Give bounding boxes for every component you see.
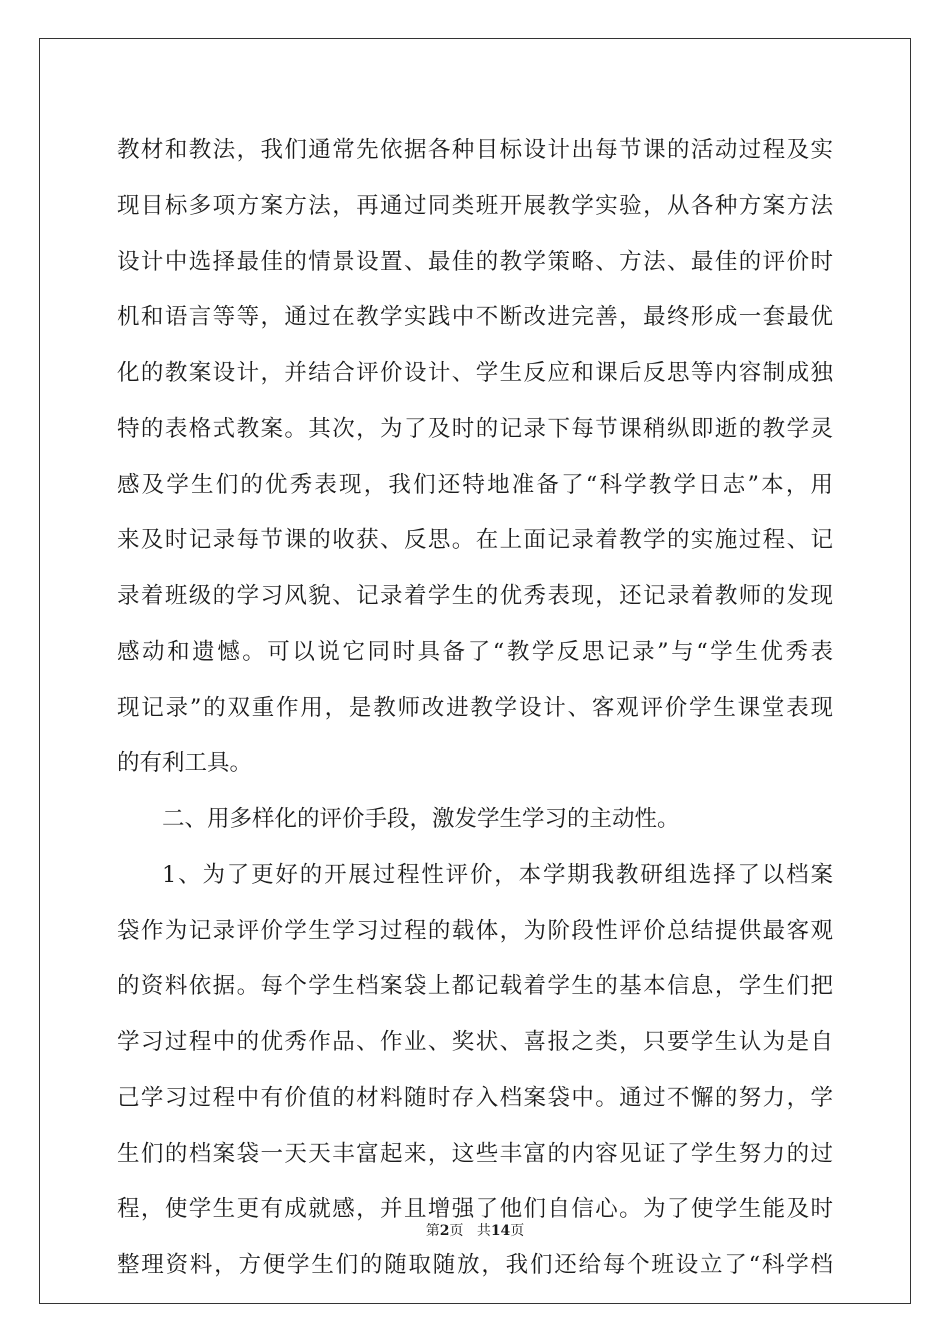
page-footer bbox=[0, 1220, 950, 1240]
text-line: 机和语言等等，通过在教学实践中不断改进完善，最终形成一套最优 bbox=[117, 304, 833, 331]
footer-total-suffix: 页 bbox=[510, 1223, 525, 1239]
footer-total-prefix: 共 bbox=[476, 1223, 491, 1239]
footer-page-number: 2 bbox=[439, 1223, 450, 1239]
text-line: 感及学生们的优秀表现，我们还特地准备了“科学教学日志”本，用 bbox=[117, 471, 833, 498]
text-line: 录着班级的学习风貌、记录着学生的优秀表现，还记录着教师的发现 bbox=[117, 583, 833, 609]
text-line: 袋作为记录评价学生学习过程的载体，为阶段性评价总结提供最客观 bbox=[117, 917, 833, 944]
text-line: 教材和教法，我们通常先依据各种目标设计出每节课的活动过程及实 bbox=[117, 137, 833, 163]
text-line: 化的教案设计，并结合评价设计、学生反应和课后反思等内容制成独 bbox=[117, 360, 833, 386]
text-line: 现目标多项方案方法，再通过同类班开展教学实验，从各种方案方法 bbox=[117, 192, 833, 219]
text-line: 设计中选择最佳的情景设置、最佳的教学策略、方法、最佳的评价时 bbox=[117, 248, 833, 275]
document-body bbox=[117, 123, 833, 1294]
text-line: 二、用多样化的评价手段，激发学生学习的主动性。 bbox=[162, 806, 680, 832]
paragraph bbox=[117, 123, 833, 792]
text-line: 生们的档案袋一天天丰富起来，这些丰富的内容见证了学生努力的过 bbox=[117, 1140, 833, 1167]
text-line: 学习过程中的优秀作品、作业、奖状、喜报之类，只要学生认为是自 bbox=[117, 1029, 833, 1055]
text-line: 感动和遗憾。可以说它同时具备了“教学反思记录”与“学生优秀表 bbox=[117, 638, 833, 665]
text-line: 整理资料，方便学生们的随取随放，我们还给每个班设立了“科学档 bbox=[117, 1252, 833, 1278]
text-line: 的有利工具。 bbox=[117, 750, 253, 777]
text-line: 来及时记录每节课的收获、反思。在上面记录着教学的实施过程、记 bbox=[117, 527, 833, 554]
text-line: 现记录”的双重作用，是教师改进教学设计、客观评价学生课堂表现 bbox=[117, 694, 833, 721]
text-line: 1、为了更好的开展过程性评价，本学期我教研组选择了以档案 bbox=[162, 861, 833, 888]
paragraph bbox=[117, 792, 833, 848]
footer-page-suffix: 页 bbox=[449, 1223, 464, 1239]
text-line: 己学习过程中有价值的材料随时存入档案袋中。通过不懈的努力，学 bbox=[117, 1084, 833, 1111]
text-line: 特的表格式教案。其次，为了及时的记录下每节课稍纵即逝的教学灵 bbox=[117, 415, 833, 442]
footer-page-prefix: 第 bbox=[425, 1223, 440, 1239]
text-line: 程，使学生更有成就感，并且增强了他们自信心。为了使学生能及时 bbox=[117, 1196, 833, 1223]
text-line: 的资料依据。每个学生档案袋上都记载着学生的基本信息，学生们把 bbox=[117, 973, 833, 1000]
footer-total-pages: 14 bbox=[490, 1223, 511, 1239]
